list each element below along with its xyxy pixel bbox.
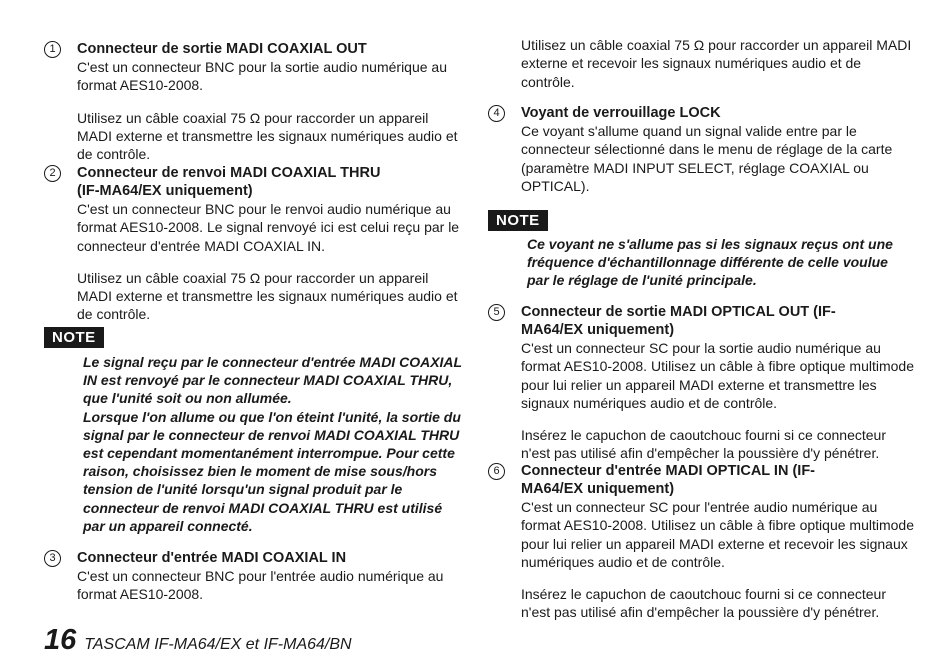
note-paragraph: Le signal reçu par le connecteur d'entrée MADI COAXIAL IN est renvoyé par le connecteur MADI COAXIAL THRU, que l'unité soit ou non allumée. bbox=[83, 354, 462, 407]
note-badge: NOTE bbox=[44, 327, 104, 348]
page-number: 16 bbox=[44, 624, 77, 656]
note-badge: NOTE bbox=[488, 210, 548, 231]
note-paragraph: Ce voyant ne s'allume pas si les signaux reçus ont une fréquence d'échantillonnage différente de celle voulue par le réglage de l'unité principale. bbox=[527, 236, 893, 289]
section-title: Connecteur de sortie MADI OPTICAL OUT (IF-MA64/EX uniquement) bbox=[521, 304, 836, 338]
section-paragraph: C'est un connecteur BNC pour le renvoi audio numérique au format AES10-2008. Le signal renvoyé ici est celui reçu par le connecteur d'entrée MADI COAXIAL IN. bbox=[77, 201, 460, 254]
section-title: Connecteur de sortie MADI COAXIAL OUT bbox=[77, 41, 367, 57]
section-paragraph: Insérez le capuchon de caoutchouc fourni si ce connecteur n'est pas utilisé afin d'empêcher la poussière d'y pénétrer. bbox=[521, 427, 887, 462]
item-number: 2 bbox=[44, 165, 61, 182]
note-text bbox=[527, 235, 899, 290]
section-madi-coaxial-in-continued bbox=[488, 36, 918, 105]
section-paragraph: Insérez le capuchon de caoutchouc fourni si ce connecteur n'est pas utilisé afin d'empêcher la poussière d'y pénétrer. bbox=[521, 586, 887, 621]
section-madi-optical-in bbox=[488, 462, 918, 636]
section-paragraph: Utilisez un câble coaxial 75 Ω pour raccorder un appareil MADI externe et transmettre les signaux numériques audio et de contrôle. bbox=[77, 269, 458, 323]
item-number: 6 bbox=[488, 463, 505, 480]
note-paragraph: Lorsque l'on allume ou que l'on éteint l'unité, la sortie du signal par le connecteur de renvoi MADI COAXIAL THRU est cependant momentanément interrompue. Pour cette raison, choisissez bien le moment de mise sous/hors tension de l'unité lorsqu'un signal produit par le connecteur de renvoi MADI COAXIAL THRU est utilisé par un appareil connecté. bbox=[83, 408, 461, 534]
section-madi-optical-out bbox=[488, 303, 918, 477]
section-title: Connecteur d'entrée MADI OPTICAL IN (IF-MA64/EX uniquement) bbox=[521, 463, 816, 497]
section-madi-coaxial-out bbox=[44, 40, 464, 177]
note-text bbox=[83, 353, 463, 535]
section-paragraph: C'est un connecteur SC pour l'entrée audio numérique au format AES10-2008. Utilisez un câble à fibre optique multimode pour lui relier un appareil MADI externe et recevoir les signaux numériques audio et de contrôle. bbox=[521, 499, 914, 570]
section-title: Voyant de verrouillage LOCK bbox=[521, 105, 721, 121]
item-number: 1 bbox=[44, 41, 61, 58]
item-number: 4 bbox=[488, 105, 505, 122]
section-paragraph: C'est un connecteur BNC pour la sortie audio numérique au format AES10-2008. bbox=[77, 59, 447, 94]
section-paragraph: Ce voyant s'allume quand un signal valide entre par le connecteur sélectionné dans le menu de réglage de la carte (paramètre MADI INPUT SELECT, réglage COAXIAL ou OPTICAL). bbox=[521, 123, 893, 194]
section-title: Connecteur de renvoi MADI COAXIAL THRU (IF-MA64/EX uniquement) bbox=[77, 165, 381, 199]
section-paragraph: Utilisez un câble coaxial 75 Ω pour raccorder un appareil MADI externe et transmettre les signaux numériques audio et de contrôle. bbox=[77, 109, 458, 163]
section-title: Connecteur d'entrée MADI COAXIAL IN bbox=[77, 550, 347, 566]
section-madi-coaxial-in bbox=[44, 549, 464, 618]
item-number: 5 bbox=[488, 304, 505, 321]
section-lock-indicator bbox=[488, 104, 918, 209]
item-number: 3 bbox=[44, 550, 61, 567]
section-paragraph: C'est un connecteur SC pour la sortie audio numérique au format AES10-2008. Utilisez un câble à fibre optique multimode pour lui relier un appareil MADI externe et transmettre les signaux numériques audio et de contrôle. bbox=[521, 340, 914, 411]
section-paragraph: C'est un connecteur BNC pour l'entrée audio numérique au format AES10-2008. bbox=[77, 568, 444, 603]
section-paragraph: Utilisez un câble coaxial 75 Ω pour raccorder un appareil MADI externe et recevoir les signaux numériques audio et de contrôle. bbox=[521, 37, 912, 90]
page-footer bbox=[44, 624, 352, 658]
section-madi-coaxial-thru bbox=[44, 164, 464, 338]
footer-title: TASCAM IF-MA64/EX et IF-MA64/BN bbox=[84, 636, 352, 653]
